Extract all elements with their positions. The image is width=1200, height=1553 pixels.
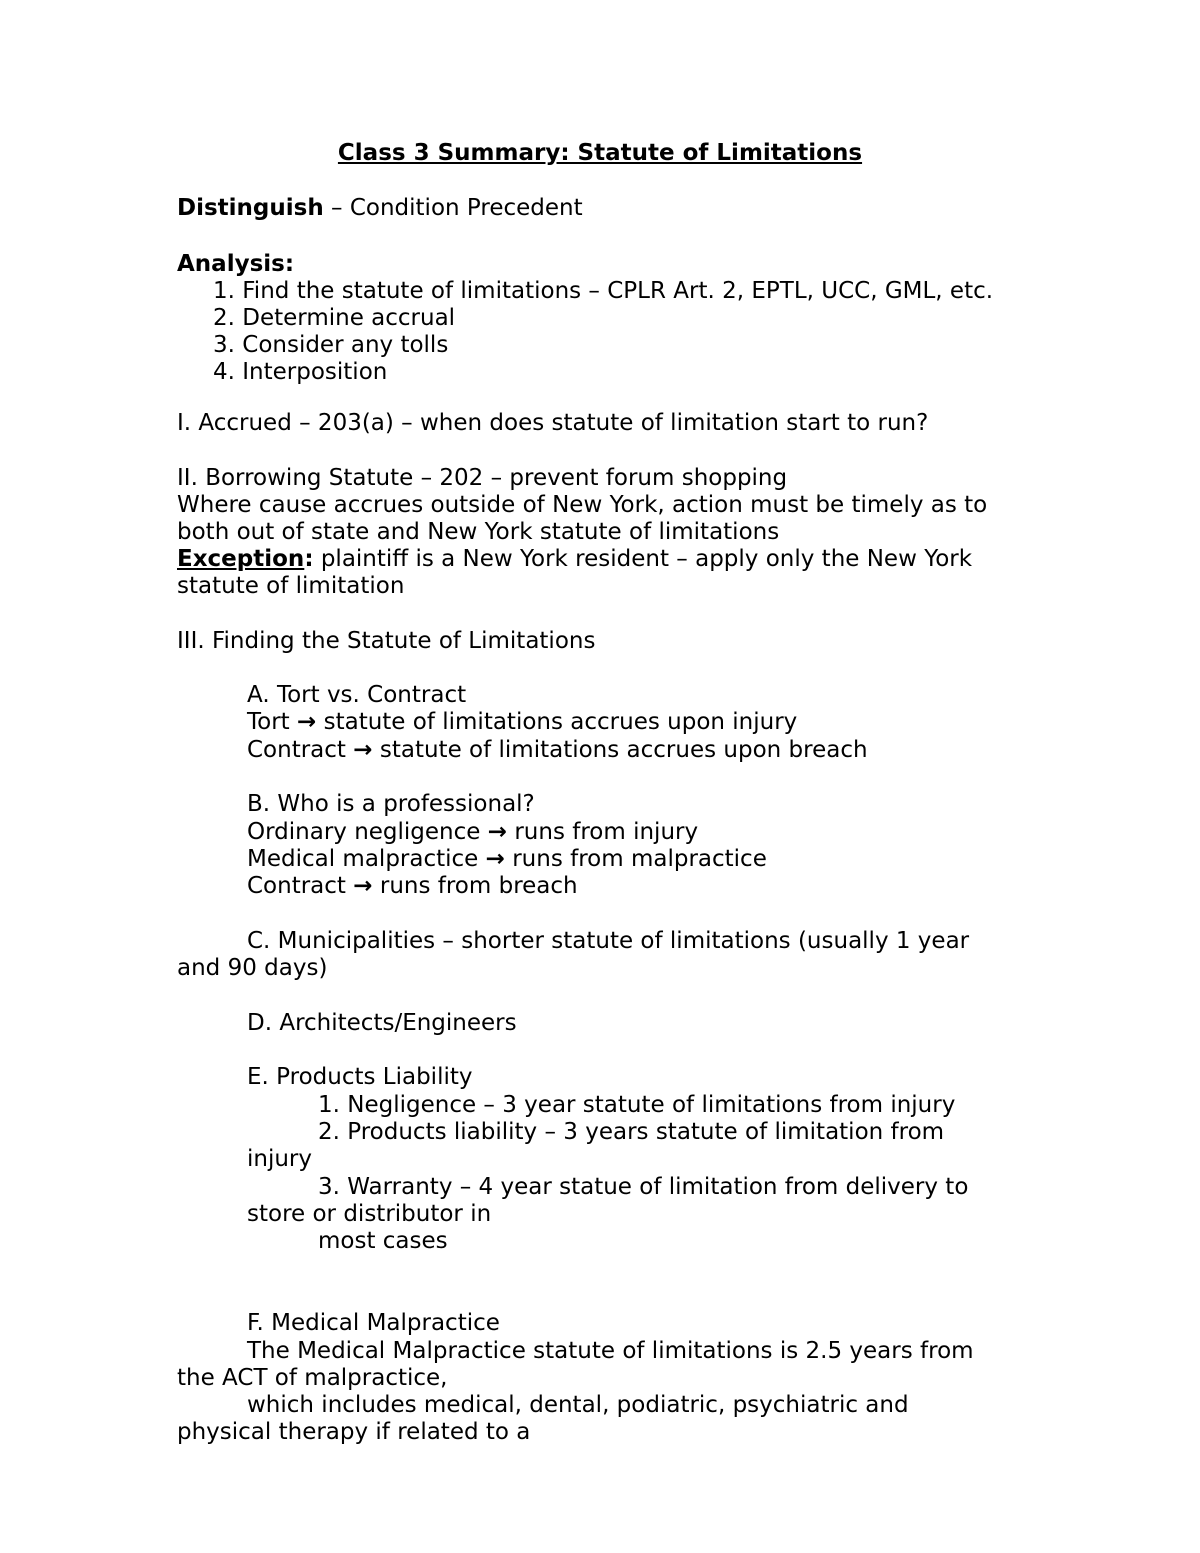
subsection-c-continuation: and 90 days) [177,955,328,981]
subsection-a-row [247,709,797,736]
section-iii-heading: III. Finding the Statute of Limitations [177,628,596,654]
arrow-icon: → [353,737,373,763]
arrow-icon: → [353,873,373,899]
exception-line [177,546,972,573]
row-text: runs from breach [372,873,578,899]
subsection-f-heading: F. Medical Malpractice [247,1310,500,1336]
subsection-e-item-continuation: most cases [318,1228,448,1254]
analysis-step: 2. Determine accrual [213,305,456,331]
row-lead: Medical malpractice [247,846,486,872]
document-title: Class 3 Summary: Statute of Limitations [337,140,863,166]
distinguish-label: Distinguish [177,195,324,221]
subsection-f-line: which includes medical, dental, podiatric, psychiatric and [247,1392,909,1418]
distinguish-line [177,195,583,222]
exception-colon: : [304,546,314,572]
row-lead: Tort [247,709,297,735]
exception-label: Exception [177,546,305,572]
arrow-icon: → [485,846,505,872]
subsection-b-row [247,873,578,900]
row-text: statute of limitations accrues upon breach [372,737,868,763]
subsection-d-heading: D. Architects/Engineers [247,1010,517,1036]
subsection-f-line: The Medical Malpractice statute of limitations is 2.5 years from [247,1338,974,1364]
section-ii-line: Where cause accrues outside of New York, action must be timely as to [177,492,988,518]
subsection-e-item-continuation: store or distributor in [247,1201,492,1227]
subsection-e-item: 2. Products liability – 3 years statute of limitation from [318,1119,945,1145]
analysis-step: 1. Find the statute of limitations – CPLR Art. 2, EPTL, UCC, GML, etc. [213,278,994,304]
analysis-step: 4. Interposition [213,359,388,385]
analysis-heading: Analysis: [177,251,295,277]
row-lead: Contract [247,873,354,899]
exception-continuation: statute of limitation [177,573,405,599]
subsection-a-row [247,737,868,764]
section-i-line: I. Accrued – 203(a) – when does statute of limitation start to run? [177,410,929,436]
row-lead: Ordinary negligence [247,819,488,845]
subsection-b-row [247,846,767,873]
arrow-icon: → [297,709,317,735]
arrow-icon: → [487,819,508,845]
distinguish-text: – Condition Precedent [323,195,583,221]
row-text: runs from malpractice [504,846,767,872]
subsection-e-item-continuation: injury [247,1146,313,1172]
subsection-c-line: C. Municipalities – shorter statute of limitations (usually 1 year [247,928,970,954]
subsection-f-line: physical therapy if related to a [177,1419,531,1445]
subsection-b-heading: B. Who is a professional? [247,791,535,817]
row-text: runs from injury [507,819,699,845]
subsection-b-row [247,819,698,846]
subsection-f-line: the ACT of malpractice, [177,1365,448,1391]
subsection-e-item: 3. Warranty – 4 year statue of limitation from delivery to [318,1174,969,1200]
subsection-a-heading: A. Tort vs. Contract [247,682,467,708]
subsection-e-item: 1. Negligence – 3 year statute of limitations from injury [318,1092,956,1118]
analysis-step: 3. Consider any tolls [213,332,449,358]
row-text: statute of limitations accrues upon injury [316,709,798,735]
section-ii-line: both out of state and New York statute of limitations [177,519,780,545]
exception-text: plaintiff is a New York resident – apply only the New York [313,546,973,572]
section-ii-heading: II. Borrowing Statute – 202 – prevent forum shopping [177,465,788,491]
row-lead: Contract [247,737,354,763]
subsection-e-heading: E. Products Liability [247,1064,473,1090]
